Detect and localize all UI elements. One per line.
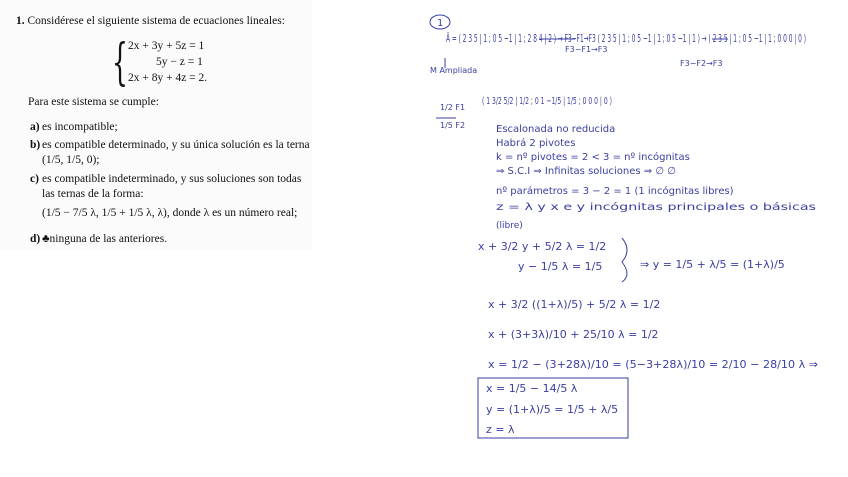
note-4: ⇒ S.C.I ⇒ Infinitas soluciones ⇒ ∅ ∅ — [496, 166, 676, 177]
note-1: Escalonada no reducida — [496, 124, 616, 135]
option-c-label: c) — [30, 173, 39, 185]
box-z: z = λ — [486, 423, 515, 436]
matrix-2: ( 1 3/2 5/2 | 1/2 ; 0 1 −1/5 | 1/5 ; 0 0 0 | 0 ) — [482, 96, 613, 107]
option-b-text: es compatible determinado, y su única solución es la terna (1/5, 1/5, 0); — [42, 139, 310, 166]
scale-op-2: 1/5 F2 — [440, 121, 466, 130]
sys-result: ⇒ y = 1/5 + λ/5 = (1+λ)/5 — [640, 258, 785, 271]
ampliada-label: M Ampliada — [430, 66, 478, 75]
equation-2: 5y − z = 1 — [156, 56, 203, 68]
note-3: k = nº pivotes = 2 < 3 = nº incógnitas — [496, 152, 690, 163]
box-y: y = (1+λ)/5 = 1/5 + λ/5 — [486, 403, 619, 416]
step-3: x = 1/2 − (3+28λ)/10 = (5−3+28λ)/10 = 2/10 − 28/10 λ ⇒ — [488, 358, 818, 371]
option-d-label: d) — [30, 233, 41, 245]
options-intro: Para este sistema se cumple: — [28, 96, 159, 108]
option-a-label: a) — [30, 121, 40, 133]
step-2: x + (3+3λ)/10 + 25/10 λ = 1/2 — [488, 328, 659, 341]
note-6: z = λ y x e y incógnitas principales o básicas — [496, 202, 721, 213]
option-d-text: ♣ninguna de las anteriores. — [42, 233, 168, 245]
sys-line-2: y − 1/5 λ = 1/5 — [518, 260, 603, 273]
note-5: nº parámetros = 3 − 2 = 1 (1 incógnitas libres) — [496, 186, 734, 197]
row-reduction-1: Â = ( 2 3 5 | 1 ; 0 5 −1 | 1 ; 2 8 4 | 2 ) → F3−F1→F3 ( 2 3 5 | 1 ; 0 5 −1 | 1 ; 0 5 −1 | 1 ) → ( 2 3 5 | 1 ; 0 5 −1 | 1 ; 0 0 0 | 0 ) — [446, 32, 806, 45]
step-1: x + 3/2 ((1+λ)/5) + 5/2 λ = 1/2 — [488, 298, 661, 311]
note-7: (libre) — [496, 221, 523, 231]
option-c-formula-text: (1/5 − 7/5 λ, 1/5 + 1/5 λ, λ), donde λ es un número real; — [42, 207, 298, 219]
system-brace-right — [622, 238, 627, 282]
circle-label: 1 — [437, 18, 444, 29]
option-a-text: es incompatible; — [42, 121, 118, 133]
problem-number: 1. — [16, 15, 25, 27]
op-1: F3−F1→F3 — [565, 45, 608, 54]
system-brace: { — [112, 33, 128, 91]
equation-1: 2x + 3y + 5z = 1 — [128, 40, 205, 52]
sys-line-1: x + 3/2 y + 5/2 λ = 1/2 — [478, 240, 607, 253]
box-x: x = 1/5 − 14/5 λ — [486, 382, 578, 395]
option-c-text: es compatible indeterminado, y sus soluciones son todas las ternas de la forma: — [42, 173, 302, 200]
equation-3: 2x + 8y + 4z = 2. — [128, 72, 208, 84]
op-2: F3−F2→F3 — [680, 59, 723, 68]
option-b-label: b) — [30, 139, 41, 151]
note-2: Habrá 2 pivotes — [496, 138, 576, 149]
problem-text: Considérese el siguiente sistema de ecuaciones lineales: — [27, 15, 285, 27]
scale-op-1: 1/2 F1 — [440, 103, 466, 112]
